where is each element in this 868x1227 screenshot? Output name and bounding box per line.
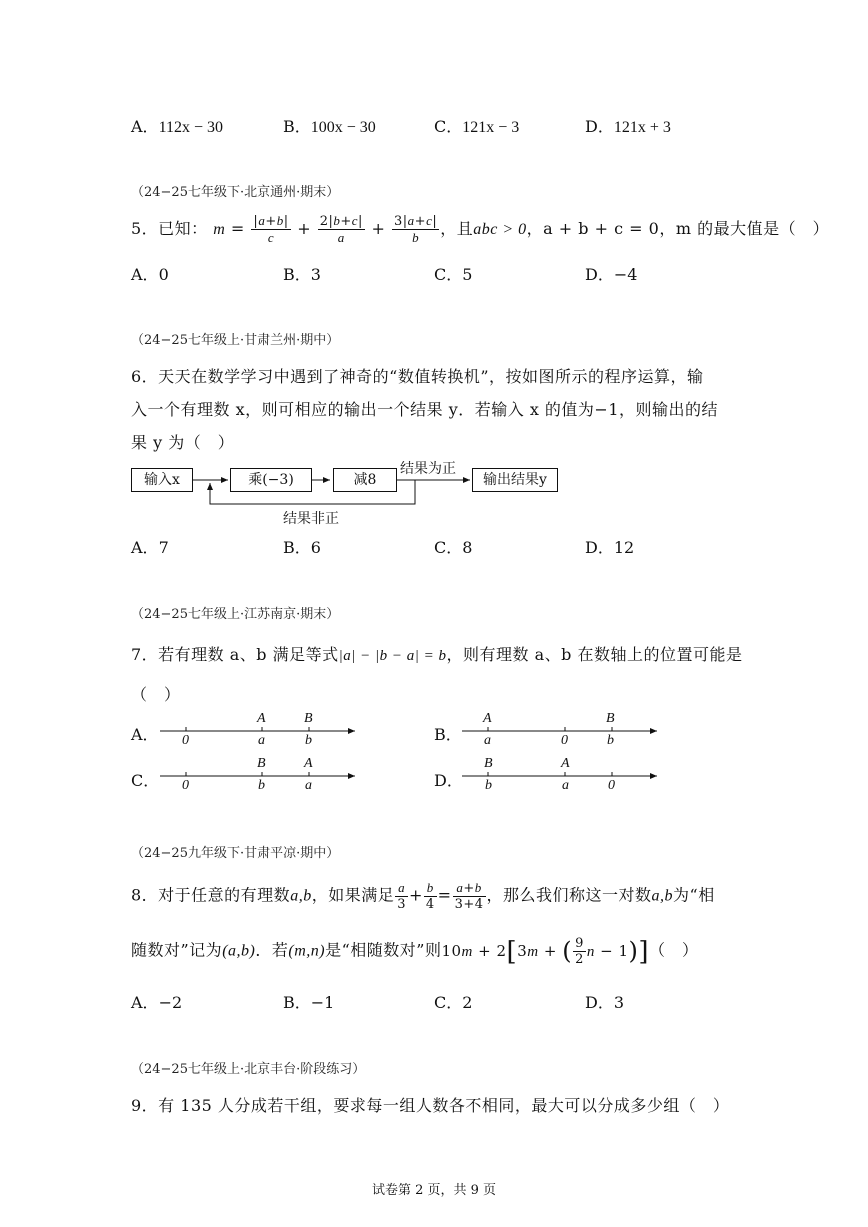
q8-option-b: B．−1 [283, 993, 335, 1012]
q8-line1: 8．对于任意的有理数a,b，如果满足 $\frac{a}{3}$ + $\frac{b}{4}$ = $\frac{a+b}{3+4}$ ，那么我们称这一对数a,b为“相 [131, 880, 715, 912]
q8-option-c: C．2 [434, 993, 473, 1012]
numline-a-point-B: B [304, 711, 313, 726]
q5-option-a: A．0 [131, 265, 169, 284]
q7-line2: （ ） [131, 685, 181, 704]
q8-option-d: D．3 [585, 993, 625, 1012]
q6-option-a: A．7 [131, 538, 169, 557]
flow-subtract-box: 减8 [333, 468, 397, 492]
flow-positive-label: 结果为正 [400, 461, 456, 477]
q5-stem: 5．已知： m = $\frac{|a+b|}{c}$ + $\frac{2|b+c|}{a}$ + $\frac{3|a+c|}{b}$ ，且abc > 0，a + b + c = 0，m 的最大值是（ ） [131, 213, 830, 245]
q5-option-d: D．−4 [585, 265, 638, 284]
q6-source: （24−25七年级上·甘肃兰州·期中） [131, 333, 340, 348]
q5-source: （24−25七年级下·北京通州·期末） [131, 185, 340, 200]
numline-a-point-A: A [257, 711, 266, 726]
numline-d-point-B: B [484, 756, 493, 771]
numline-b-val-a: a [484, 733, 491, 748]
q9-line1: 9．有 135 人分成若干组，要求每一组人数各不相同，最大可以分成多少组（ ） [131, 1096, 730, 1115]
q6-line2: 入一个有理数 x，则可相应的输出一个结果 y．若输入 x 的值为−1，则输出的结 [131, 400, 719, 419]
q7-letter-c: C． [131, 771, 160, 790]
q6-option-d: D．12 [585, 538, 635, 557]
q6-option-c: C．8 [434, 538, 473, 557]
flow-multiply-box: 乘(−3) [230, 468, 312, 492]
numline-a-val-b: b [305, 733, 312, 748]
q8-line2: 随数对”记为(a,b)．若(m,n)是“相随数对”则10m + 2[3m + ( $\frac{9}{2}$ n − 1)]（ ） [131, 936, 699, 967]
numline-b-point-A: A [483, 711, 492, 726]
q5-option-c: C．5 [434, 265, 473, 284]
q6-line1: 6．天天在数学学习中遇到了神奇的“数值转换机”，按如图所示的程序运算，输 [131, 367, 704, 386]
numline-c-val-b: b [258, 778, 265, 793]
q7-source: （24−25七年级上·江苏南京·期末） [131, 607, 340, 622]
numline-b-point-B: B [606, 711, 615, 726]
q5-option-b: B．3 [283, 265, 321, 284]
flow-output-box: 输出结果y [472, 468, 558, 492]
q7-line1: 7．若有理数 a、b 满足等式|a| − |b − a| = b，则有理数 a、b 在数轴上的位置可能是 [131, 645, 743, 664]
numline-a-zero: 0 [182, 733, 189, 748]
q4-option-d: D．121x + 3 [585, 117, 671, 136]
q7-letter-d: D． [434, 771, 463, 790]
q4-option-c: C．121x − 3 [434, 117, 520, 136]
numline-c-point-A: A [304, 756, 313, 771]
numline-b-zero: 0 [561, 733, 568, 748]
q7-letter-b: B． [434, 725, 462, 744]
q9-source: （24−25七年级上·北京丰台·阶段练习） [131, 1062, 366, 1077]
flow-nonpositive-label: 结果非正 [283, 511, 339, 527]
q4-option-b: B．100x − 30 [283, 117, 376, 136]
q6-option-b: B．6 [283, 538, 321, 557]
numline-a-val-a: a [258, 733, 265, 748]
q7-letter-a: A． [131, 725, 159, 744]
numline-d-point-A: A [561, 756, 570, 771]
q7-number-lines [150, 708, 670, 798]
q8-option-a: A．−2 [131, 993, 183, 1012]
page-footer: 试卷第 2 页，共 9 页 [371, 1183, 497, 1198]
q4-option-a: A．112x − 30 [131, 117, 223, 136]
numline-c-zero: 0 [182, 778, 189, 793]
flow-input-box: 输入x [131, 468, 193, 492]
numline-d-val-a: a [562, 778, 569, 793]
q8-source: （24−25九年级下·甘肃平凉·期中） [131, 846, 340, 861]
q6-line3: 果 y 为（ ） [131, 433, 235, 452]
numline-d-zero: 0 [608, 778, 615, 793]
numline-c-val-a: a [305, 778, 312, 793]
numline-d-val-b: b [485, 778, 492, 793]
numline-b-val-b: b [607, 733, 614, 748]
numline-c-point-B: B [257, 756, 266, 771]
